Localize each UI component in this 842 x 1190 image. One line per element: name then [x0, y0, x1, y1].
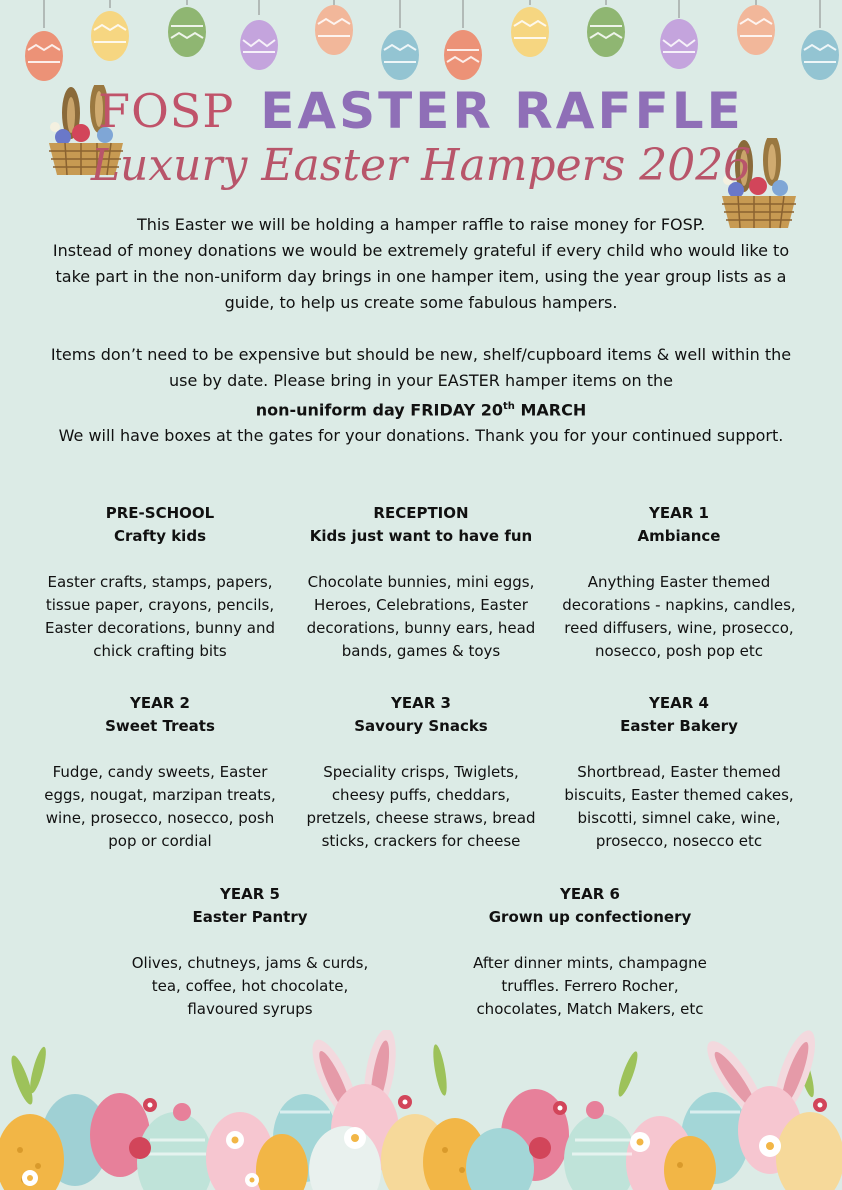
group-year-4: [559, 692, 799, 853]
group-year: YEAR 3: [391, 694, 451, 712]
day-text: non-uniform day FRIDAY 20: [255, 400, 504, 420]
page-subtitle: Luxury Easter Hampers 2026: [90, 140, 752, 191]
group-year-3: [301, 692, 541, 853]
group-year: YEAR 1: [649, 504, 709, 522]
group-theme: Ambiance: [637, 527, 721, 545]
egg-icons: [25, 5, 839, 81]
group-pre-school: [40, 502, 280, 663]
hanging-eggs-garland: [0, 0, 842, 95]
group-year-1: [559, 502, 799, 663]
group-items: After dinner mints, champagne truffles. Ferrero Rocher, chocolates, Match Makers, etc: [473, 954, 707, 1018]
intro-line-2: Instead of money donations we would be extremely grateful if every child who would like to take part in the non-uniform day brings in one hamper item, using the year group lists as a guide, to help us create some fabulous hampers.: [52, 241, 790, 312]
group-theme: Easter Bakery: [620, 717, 738, 735]
group-year-6: [470, 883, 710, 1021]
title-easter-raffle: EASTER RAFFLE: [260, 82, 744, 140]
intro-line-1: This Easter we will be holding a hamper raffle to raise money for FOSP.: [136, 215, 706, 234]
group-items: Shortbread, Easter themed biscuits, Easter themed cakes, biscotti, simnel cake, wine, prosecco, nosecco etc: [564, 763, 794, 850]
group-year: YEAR 6: [560, 885, 620, 903]
bottom-eggs-decoration: [0, 1030, 842, 1190]
page-title: [0, 82, 842, 140]
group-theme: Kids just want to have fun: [309, 527, 533, 545]
day-month: MARCH: [514, 400, 587, 420]
group-reception: [301, 502, 541, 663]
group-year: YEAR 4: [649, 694, 709, 712]
intro-line-4: We will have boxes at the gates for your donations. Thank you for your continued support.: [58, 426, 784, 446]
title-fosp: FOSP: [98, 84, 235, 138]
group-year: PRE-SCHOOL: [105, 504, 215, 522]
group-items: Easter crafts, stamps, papers, tissue paper, crayons, pencils, Easter decorations, bunny and chick crafting bits: [44, 573, 276, 660]
group-year-2: [40, 692, 280, 853]
group-items: Fudge, candy sweets, Easter eggs, nougat, marzipan treats, wine, prosecco, nosecco, posh pop or cordial: [44, 763, 276, 850]
group-theme: Savoury Snacks: [354, 717, 488, 735]
group-theme: Crafty kids: [113, 527, 206, 545]
intro-text: [40, 212, 802, 449]
group-theme: Grown up confectionery: [488, 908, 692, 926]
group-year: YEAR 5: [220, 885, 280, 903]
group-items: Olives, chutneys, jams & curds, tea, coffee, hot chocolate, flavoured syrups: [131, 954, 369, 1018]
group-theme: Easter Pantry: [192, 908, 308, 926]
group-year: YEAR 2: [130, 694, 190, 712]
group-year: RECEPTION: [373, 504, 469, 522]
day-suffix: th: [503, 401, 515, 412]
group-year-5: [130, 883, 370, 1021]
intro-line-3: Items don’t need to be expensive but should be new, shelf/cupboard items & well within the use by date. Please bring in your EASTER hamper items on the: [50, 345, 792, 390]
group-items: Speciality crisps, Twiglets, cheesy puffs, cheddars, pretzels, cheese straws, bread sticks, crackers for cheese: [306, 763, 536, 850]
group-theme: Sweet Treats: [105, 717, 215, 735]
group-items: Chocolate bunnies, mini eggs, Heroes, Celebrations, Easter decorations, bunny ears, head bands, games & toys: [306, 573, 536, 660]
group-items: Anything Easter themed decorations - napkins, candles, reed diffusers, wine, prosecco, nosecco, posh pop etc: [562, 573, 796, 660]
non-uniform-day: [40, 394, 802, 423]
